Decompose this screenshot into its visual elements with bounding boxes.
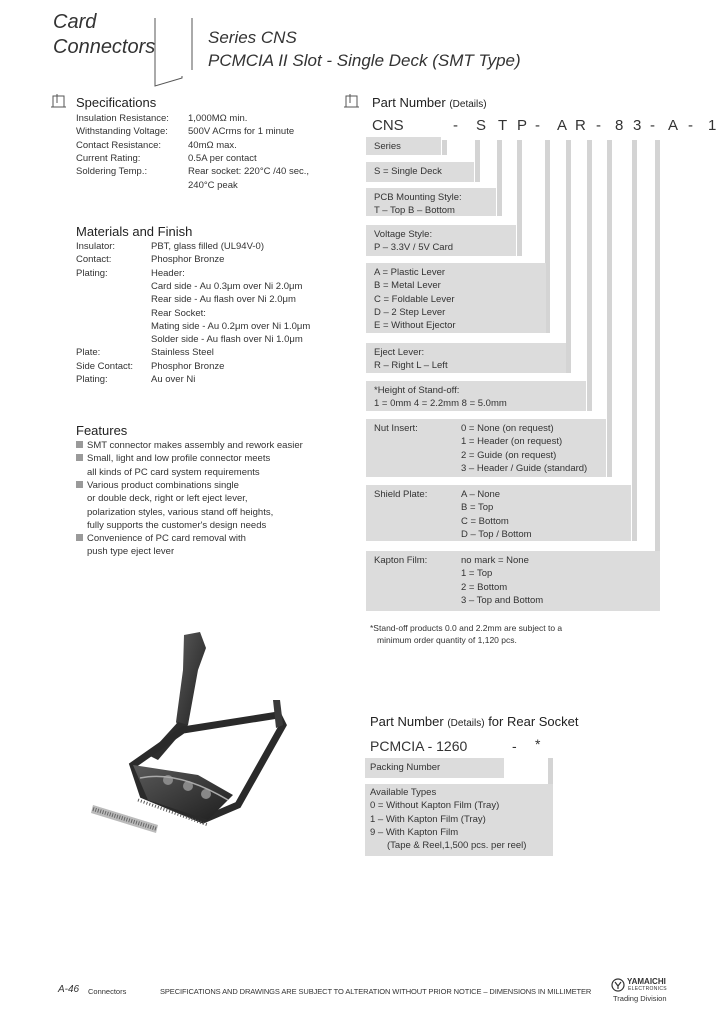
feature-line — [76, 466, 260, 479]
part-option-line: S = Single Deck — [374, 166, 442, 177]
part-option-line: 1 = Header (on request) — [461, 436, 563, 448]
bullet-icon — [76, 441, 83, 448]
material-label: Plating: — [76, 267, 108, 279]
part-option-line: D – Top / Bottom — [461, 528, 532, 540]
material-value: Stainless Steel — [151, 347, 214, 359]
material-label: Contact: — [76, 254, 112, 266]
feature-line — [76, 439, 303, 452]
part-code-char: A — [668, 117, 679, 134]
packing-number-label: Packing Number — [370, 762, 441, 773]
brand-sub: ELECTRONICS — [628, 986, 667, 992]
types-line: 1 – With Kapton Film (Tray) — [370, 813, 486, 825]
part-option-line: 3 – Top and Bottom — [461, 594, 544, 606]
spec-label: Contact Resistance: — [76, 139, 162, 151]
types-line: Available Types — [370, 787, 437, 798]
bullet-icon — [76, 481, 83, 488]
bullet-icon — [76, 534, 83, 541]
part-code-char: - — [688, 117, 693, 134]
part-number-details: (Details) — [449, 99, 487, 110]
feature-line — [76, 506, 273, 519]
part-option-line: 0 = None (on request) — [461, 423, 554, 434]
feature-text: all kinds of PC card system requirements — [87, 466, 260, 478]
material-value: Rear side - Au flash over Ni 2.0μm — [151, 294, 296, 306]
part-code-char: A — [557, 117, 568, 134]
part-guide-bar — [632, 140, 637, 541]
part-guide-bar — [566, 140, 571, 373]
part-guide-bar — [587, 140, 592, 411]
rear-socket-suffix: for Rear Socket — [488, 714, 579, 729]
feature-line — [76, 532, 246, 545]
part-code-char: CNS — [372, 117, 404, 134]
part-option-line: *Height of Stand-off: — [374, 385, 460, 396]
material-value: Rear Socket: — [151, 307, 206, 319]
material-label: Plating: — [76, 374, 108, 385]
part-option-line: E = Without Ejector — [374, 320, 456, 332]
part-option-line: no mark = None — [461, 555, 529, 566]
part-option-line: Series — [374, 141, 401, 152]
rear-socket-code: PCMCIA - 1260 — [370, 738, 468, 754]
part-option-label: Kapton Film: — [374, 555, 428, 566]
feature-line — [76, 519, 266, 532]
part-guide-bar — [475, 140, 480, 182]
division-name: Trading Division — [613, 994, 667, 1003]
part-code-char: - — [596, 117, 601, 134]
spec-value: 240°C peak — [188, 179, 238, 191]
spec-value: 1,000MΩ min. — [188, 113, 248, 124]
part-code-char: 8 — [615, 117, 624, 134]
connector-photo — [88, 630, 288, 845]
spec-value: 500V ACrms for 1 minute — [188, 126, 295, 138]
material-value: Solder side - Au flash over Ni 1.0μm — [151, 334, 303, 346]
spec-label: Insulation Resistance: — [76, 113, 169, 124]
part-option-line: A – None — [461, 489, 501, 500]
spec-value: 40mΩ max. — [188, 139, 237, 151]
material-label: Side Contact: — [76, 360, 134, 372]
part-option-line: 1 = 0mm 4 = 2.2mm 8 = 5.0mm — [374, 398, 507, 410]
types-line: (Tape & Reel,1,500 pcs. per reel) — [387, 840, 527, 852]
stand-off-note — [370, 622, 562, 646]
part-number-heading — [372, 95, 487, 110]
feature-text: Various product combinations single — [87, 479, 239, 491]
part-code-char: S — [476, 117, 487, 134]
part-code-char: R — [575, 117, 586, 134]
footer-section: Connectors — [88, 987, 127, 996]
material-value: Header: — [151, 267, 185, 279]
part-number-marker-icon — [343, 93, 361, 109]
series-subtitle: PCMCIA II Slot - Single Deck (SMT Type) — [208, 51, 521, 70]
specifications-heading: Specifications — [76, 95, 157, 110]
brand-name: YAMAICHI — [627, 977, 666, 986]
feature-text: Convenience of PC card removal with — [87, 533, 246, 545]
feature-text: fully supports the customer's design needs — [87, 519, 267, 531]
feature-line — [76, 452, 270, 465]
part-option-line: Eject Lever: — [374, 347, 425, 358]
part-code-char: P — [517, 117, 528, 134]
part-option-line: C = Bottom — [461, 515, 509, 527]
feature-text: or double deck, right or left eject lever, — [87, 493, 248, 505]
part-guide-bar — [607, 140, 612, 477]
part-option-line: B = Top — [461, 502, 494, 514]
material-value: Au over Ni — [151, 374, 196, 385]
section-title-line1: Card — [53, 11, 97, 33]
part-option-line: 1 = Top — [461, 568, 493, 580]
spec-value: 0.5A per contact — [188, 152, 257, 164]
part-option-line: 2 = Bottom — [461, 581, 508, 593]
footer-disclaimer: SPECIFICATIONS AND DRAWINGS ARE SUBJECT TO ALTERATION WITHOUT PRIOR NOTICE – DIMENSIONS IN MILLIMETER — [160, 987, 592, 996]
part-option-line: 3 – Header / Guide (standard) — [461, 462, 588, 474]
material-label: Insulator: — [76, 241, 116, 252]
part-number-title: Part Number — [372, 95, 446, 110]
rear-socket-dash: - — [512, 738, 517, 754]
series-title — [208, 26, 521, 72]
material-value: Card side - Au 0.3μm over Ni 2.0μm — [151, 280, 303, 292]
part-option-line: P – 3.3V / 5V Card — [374, 242, 454, 254]
section-title-line2: Connectors — [53, 36, 156, 58]
part-option-line: D – 2 Step Lever — [374, 306, 446, 318]
part-guide-bar — [442, 140, 447, 155]
part-option-line: A = Plastic Lever — [374, 267, 446, 278]
part-code-char: - — [453, 117, 458, 134]
part-guide-bar — [655, 140, 660, 611]
spec-marker-icon — [50, 93, 68, 109]
types-line: 9 – With Kapton Film — [370, 826, 459, 838]
part-option-line: T – Top B – Bottom — [374, 205, 455, 217]
part-option-line: B = Metal Lever — [374, 280, 441, 292]
note-line: *Stand-off products 0.0 and 2.2mm are subject to a — [370, 623, 563, 633]
part-option-label: Nut Insert: — [374, 423, 418, 434]
section-title — [53, 10, 155, 60]
feature-text: SMT connector makes assembly and rework easier — [87, 440, 303, 451]
part-option-line: Voltage Style: — [374, 229, 433, 240]
materials-heading: Materials and Finish — [76, 224, 193, 239]
feature-text: polarization styles, various stand off heights, — [87, 506, 274, 518]
feature-line — [76, 479, 239, 492]
material-value: PBT, glass filled (UL94V-0) — [151, 241, 264, 252]
material-value: Phosphor Bronze — [151, 360, 225, 372]
feature-text: Small, light and low profile connector meets — [87, 453, 271, 465]
features-heading: Features — [76, 423, 128, 438]
spec-value: Rear socket: 220°C /40 sec., — [188, 166, 310, 178]
header-divider-icon — [150, 18, 210, 93]
part-option-line: PCB Mounting Style: — [374, 192, 462, 203]
series-name: Series CNS — [208, 28, 297, 47]
spec-label: Current Rating: — [76, 152, 141, 164]
part-option-line: C = Foldable Lever — [374, 293, 455, 305]
part-code-char: - — [650, 117, 655, 134]
part-guide-bar — [497, 140, 502, 216]
rear-socket-title: Part Number — [370, 714, 444, 729]
rear-socket-star: * — [535, 736, 541, 752]
part-code-char: - — [535, 117, 540, 134]
part-option-label: Shield Plate: — [374, 489, 428, 500]
feature-line — [76, 545, 174, 558]
bullet-icon — [76, 454, 83, 461]
part-code-char: T — [498, 117, 508, 134]
rear-socket-heading — [370, 714, 579, 729]
spec-label: Withstanding Voltage: — [76, 126, 168, 138]
yamaichi-logo-icon — [611, 978, 625, 992]
types-line: 0 = Without Kapton Film (Tray) — [370, 800, 500, 812]
feature-text: push type eject lever — [87, 546, 175, 558]
material-label: Plate: — [76, 347, 101, 359]
part-option-line: 2 = Guide (on request) — [461, 449, 557, 461]
part-option-line: R – Right L – Left — [374, 360, 448, 372]
feature-line — [76, 492, 248, 505]
rear-socket-details: (Details) — [447, 718, 485, 729]
note-line: minimum order quantity of 1,120 pcs. — [377, 635, 517, 645]
page-number: A-46 — [58, 984, 80, 995]
part-guide-bar — [517, 140, 522, 256]
material-value: Mating side - Au 0.2μm over Ni 1.0μm — [151, 320, 311, 332]
part-code-char: 1 — [708, 117, 717, 134]
available-types-text — [370, 786, 526, 852]
spec-label: Soldering Temp.: — [76, 166, 148, 178]
material-value: Phosphor Bronze — [151, 254, 225, 266]
part-code-char: 3 — [633, 117, 642, 134]
